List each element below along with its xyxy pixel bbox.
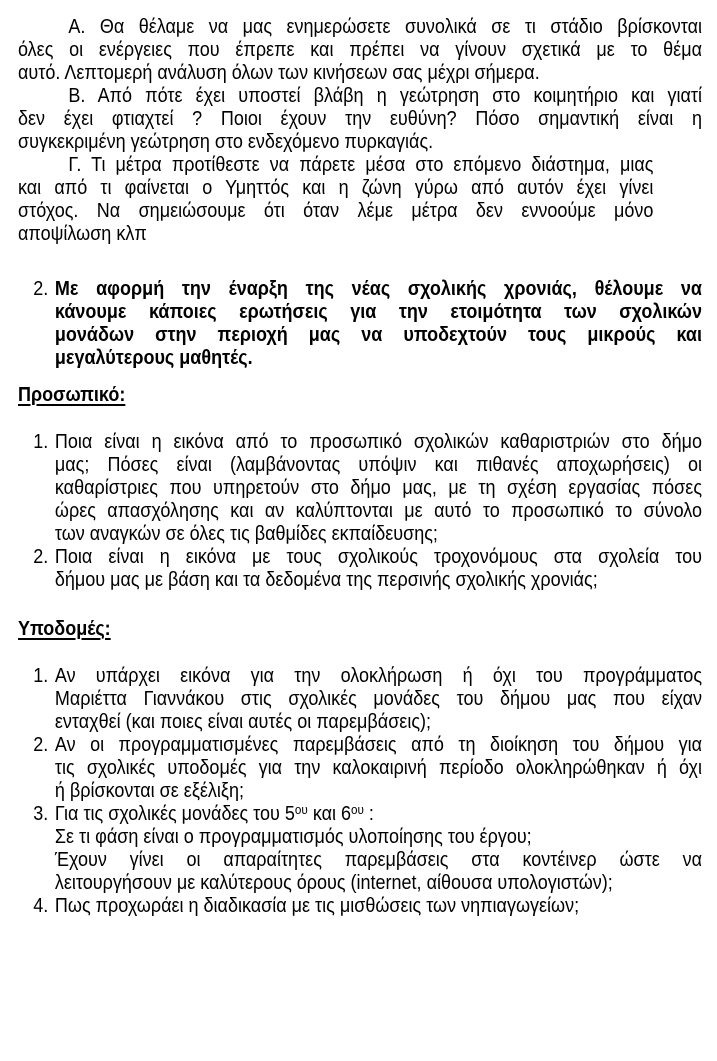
infrastructure-item-2 bbox=[18, 734, 702, 803]
paragraph-b bbox=[18, 85, 702, 154]
heading-label: Υποδομές: bbox=[18, 618, 111, 640]
text-line: δήμου μας με βάση και τα δεδομένα της περσινής σχολικής χρονιάς; bbox=[54, 569, 598, 591]
text-line: Σε τι φάση είναι ο προγραμματισμός υλοποίησης του έργου; bbox=[54, 826, 532, 848]
text-line: αυτό. Λεπτομερή ανάλυση όλων των κινήσεων σας μέχρι σήμερα. bbox=[18, 62, 540, 84]
personnel-item-1 bbox=[18, 431, 702, 546]
question-item-2 bbox=[18, 278, 702, 370]
text-subparagraph bbox=[55, 849, 702, 895]
list-item-text bbox=[55, 431, 702, 546]
personnel-item-2 bbox=[18, 546, 702, 592]
text-line: Αν υπάρχει εικόνα για την ολοκλήρωση ή όχι του προγράμματος bbox=[54, 665, 702, 687]
list-item-text bbox=[55, 895, 702, 918]
text-line: κάνουμε κάποιες ερωτήσεις για την ετοιμότητα των σχολικών bbox=[54, 301, 702, 323]
text-line: Έχουν γίνει οι απαραίτητες παρεμβάσεις στα κοντέινερ ώστε να bbox=[54, 849, 702, 871]
question-text bbox=[55, 278, 702, 370]
text-line: τις σχολικές υποδομές για την καλοκαιρινή περίοδο ολοκληρώθηκαν ή όχι bbox=[54, 757, 702, 779]
text-line: όλες οι ενέργειες που έπρεπε και πρέπει να γίνουν σχετικά με το θέμα bbox=[18, 39, 702, 61]
list-number: 2. bbox=[33, 734, 49, 756]
text-line: μας; Πόσες είναι (λαμβάνοντας υπόψιν και πιθανές αποχωρήσεις) οι bbox=[54, 454, 702, 476]
paragraph-a bbox=[18, 16, 702, 85]
section-heading-personnel bbox=[18, 384, 702, 407]
heading-label: Προσωπικό: bbox=[18, 384, 126, 406]
text-line: Β. Από πότε έχει υποστεί βλάβη η γεώτρηση στο κοιμητήριο και γιατί bbox=[68, 85, 702, 107]
text-line: Μαριέττα Γιαννάκου στις σχολικές μονάδες του δήμου μας που είχαν bbox=[54, 688, 702, 710]
text-line: ενταχθεί (και ποιες είναι αυτές οι παρεμβάσεις); bbox=[54, 711, 432, 733]
list-number: 1. bbox=[33, 431, 49, 453]
list-item-text bbox=[55, 734, 702, 803]
text-line: στόχος. Να σημειώσουμε ότι όταν λέμε μέτρα δεν εννοούμε μόνο bbox=[18, 200, 654, 222]
personnel-list bbox=[18, 431, 702, 592]
text-line: Με αφορμή την έναρξη της νέας σχολικής χρονιάς, θέλουμε να bbox=[54, 278, 702, 300]
paragraph-c bbox=[18, 154, 702, 246]
text-line: ή βρίσκονται σε εξέλιξη; bbox=[54, 780, 244, 802]
infrastructure-list bbox=[18, 665, 702, 918]
text-line: Α. Θα θέλαμε να μας ενημερώσετε συνολικά σε τι στάδιο βρίσκονται bbox=[68, 16, 702, 38]
infrastructure-item-3 bbox=[18, 803, 702, 895]
text-segment: : bbox=[363, 803, 374, 825]
text-line: δεν έχει φτιαχτεί ? Ποιοι έχουν την ευθύνη? Πόσο σημαντική είναι η bbox=[18, 108, 702, 130]
list-number: 2. bbox=[33, 546, 49, 568]
text-segment: και 6 bbox=[307, 803, 352, 825]
text-line: αποψίλωση κλπ bbox=[18, 223, 147, 245]
list-item-text bbox=[55, 546, 702, 592]
list-item-text bbox=[55, 665, 702, 734]
text-line: συγκεκριμένη γεώτρηση στο ενδεχόμενο πυρκαγιάς. bbox=[18, 131, 434, 153]
text-line: Πως προχωράει η διαδικασία με τις μισθώσεις των νηπιαγωγείων; bbox=[54, 895, 580, 917]
superscript-ordinal: ου bbox=[294, 802, 308, 817]
text-line: Ποια είναι η εικόνα με τους σχολικούς τροχονόμους στα σχολεία του bbox=[54, 546, 702, 568]
superscript-ordinal: ου bbox=[351, 802, 364, 817]
text-line: μονάδων στην περιοχή μας να υποδεχτούν τους μικρούς και bbox=[54, 324, 702, 346]
text-line: καθαρίστριες που υπηρετούν στο δήμο μας, με τη σχέση εργασίας πόσες bbox=[54, 477, 702, 499]
list-number: 2. bbox=[33, 278, 49, 300]
infrastructure-item-1 bbox=[18, 665, 702, 734]
list-number: 1. bbox=[33, 665, 49, 687]
text-line: λειτουργήσουν με καλύτερους όρους (internet, αίθουσα υπολογιστών); bbox=[54, 872, 613, 894]
section-heading-infrastructure bbox=[18, 618, 702, 641]
list-number: 4. bbox=[33, 895, 49, 917]
text-line: των αναγκών σε όλες τις βαθμίδες εκπαίδευσης; bbox=[54, 523, 438, 545]
text-line: Αν οι προγραμματισμένες παρεμβάσεις από τη διοίκηση του δήμου για bbox=[54, 734, 702, 756]
text-line bbox=[55, 803, 702, 826]
text-line: Γ. Τι μέτρα προτίθεστε να πάρετε μέσα στο επόμενο διάστημα, μιας bbox=[68, 154, 654, 176]
text-line: μεγαλύτερους μαθητές. bbox=[54, 347, 253, 369]
list-number: 3. bbox=[33, 803, 49, 825]
text-segment: Για τις σχολικές μονάδες του 5 bbox=[54, 803, 295, 825]
text-line: και από τι φαίνεται ο Υμηττός και η ζώνη γύρω από αυτόν έχει γίνει bbox=[18, 177, 654, 199]
infrastructure-item-4 bbox=[18, 895, 702, 918]
text-line: ώρες απασχόλησης και αν καλύπτονται με αυτό το προσωπικό το σύνολο bbox=[54, 500, 702, 522]
list-item-text bbox=[55, 803, 702, 895]
text-line: Ποια είναι η εικόνα από το προσωπικό σχολικών καθαριστριών στο δήμο bbox=[54, 431, 702, 453]
